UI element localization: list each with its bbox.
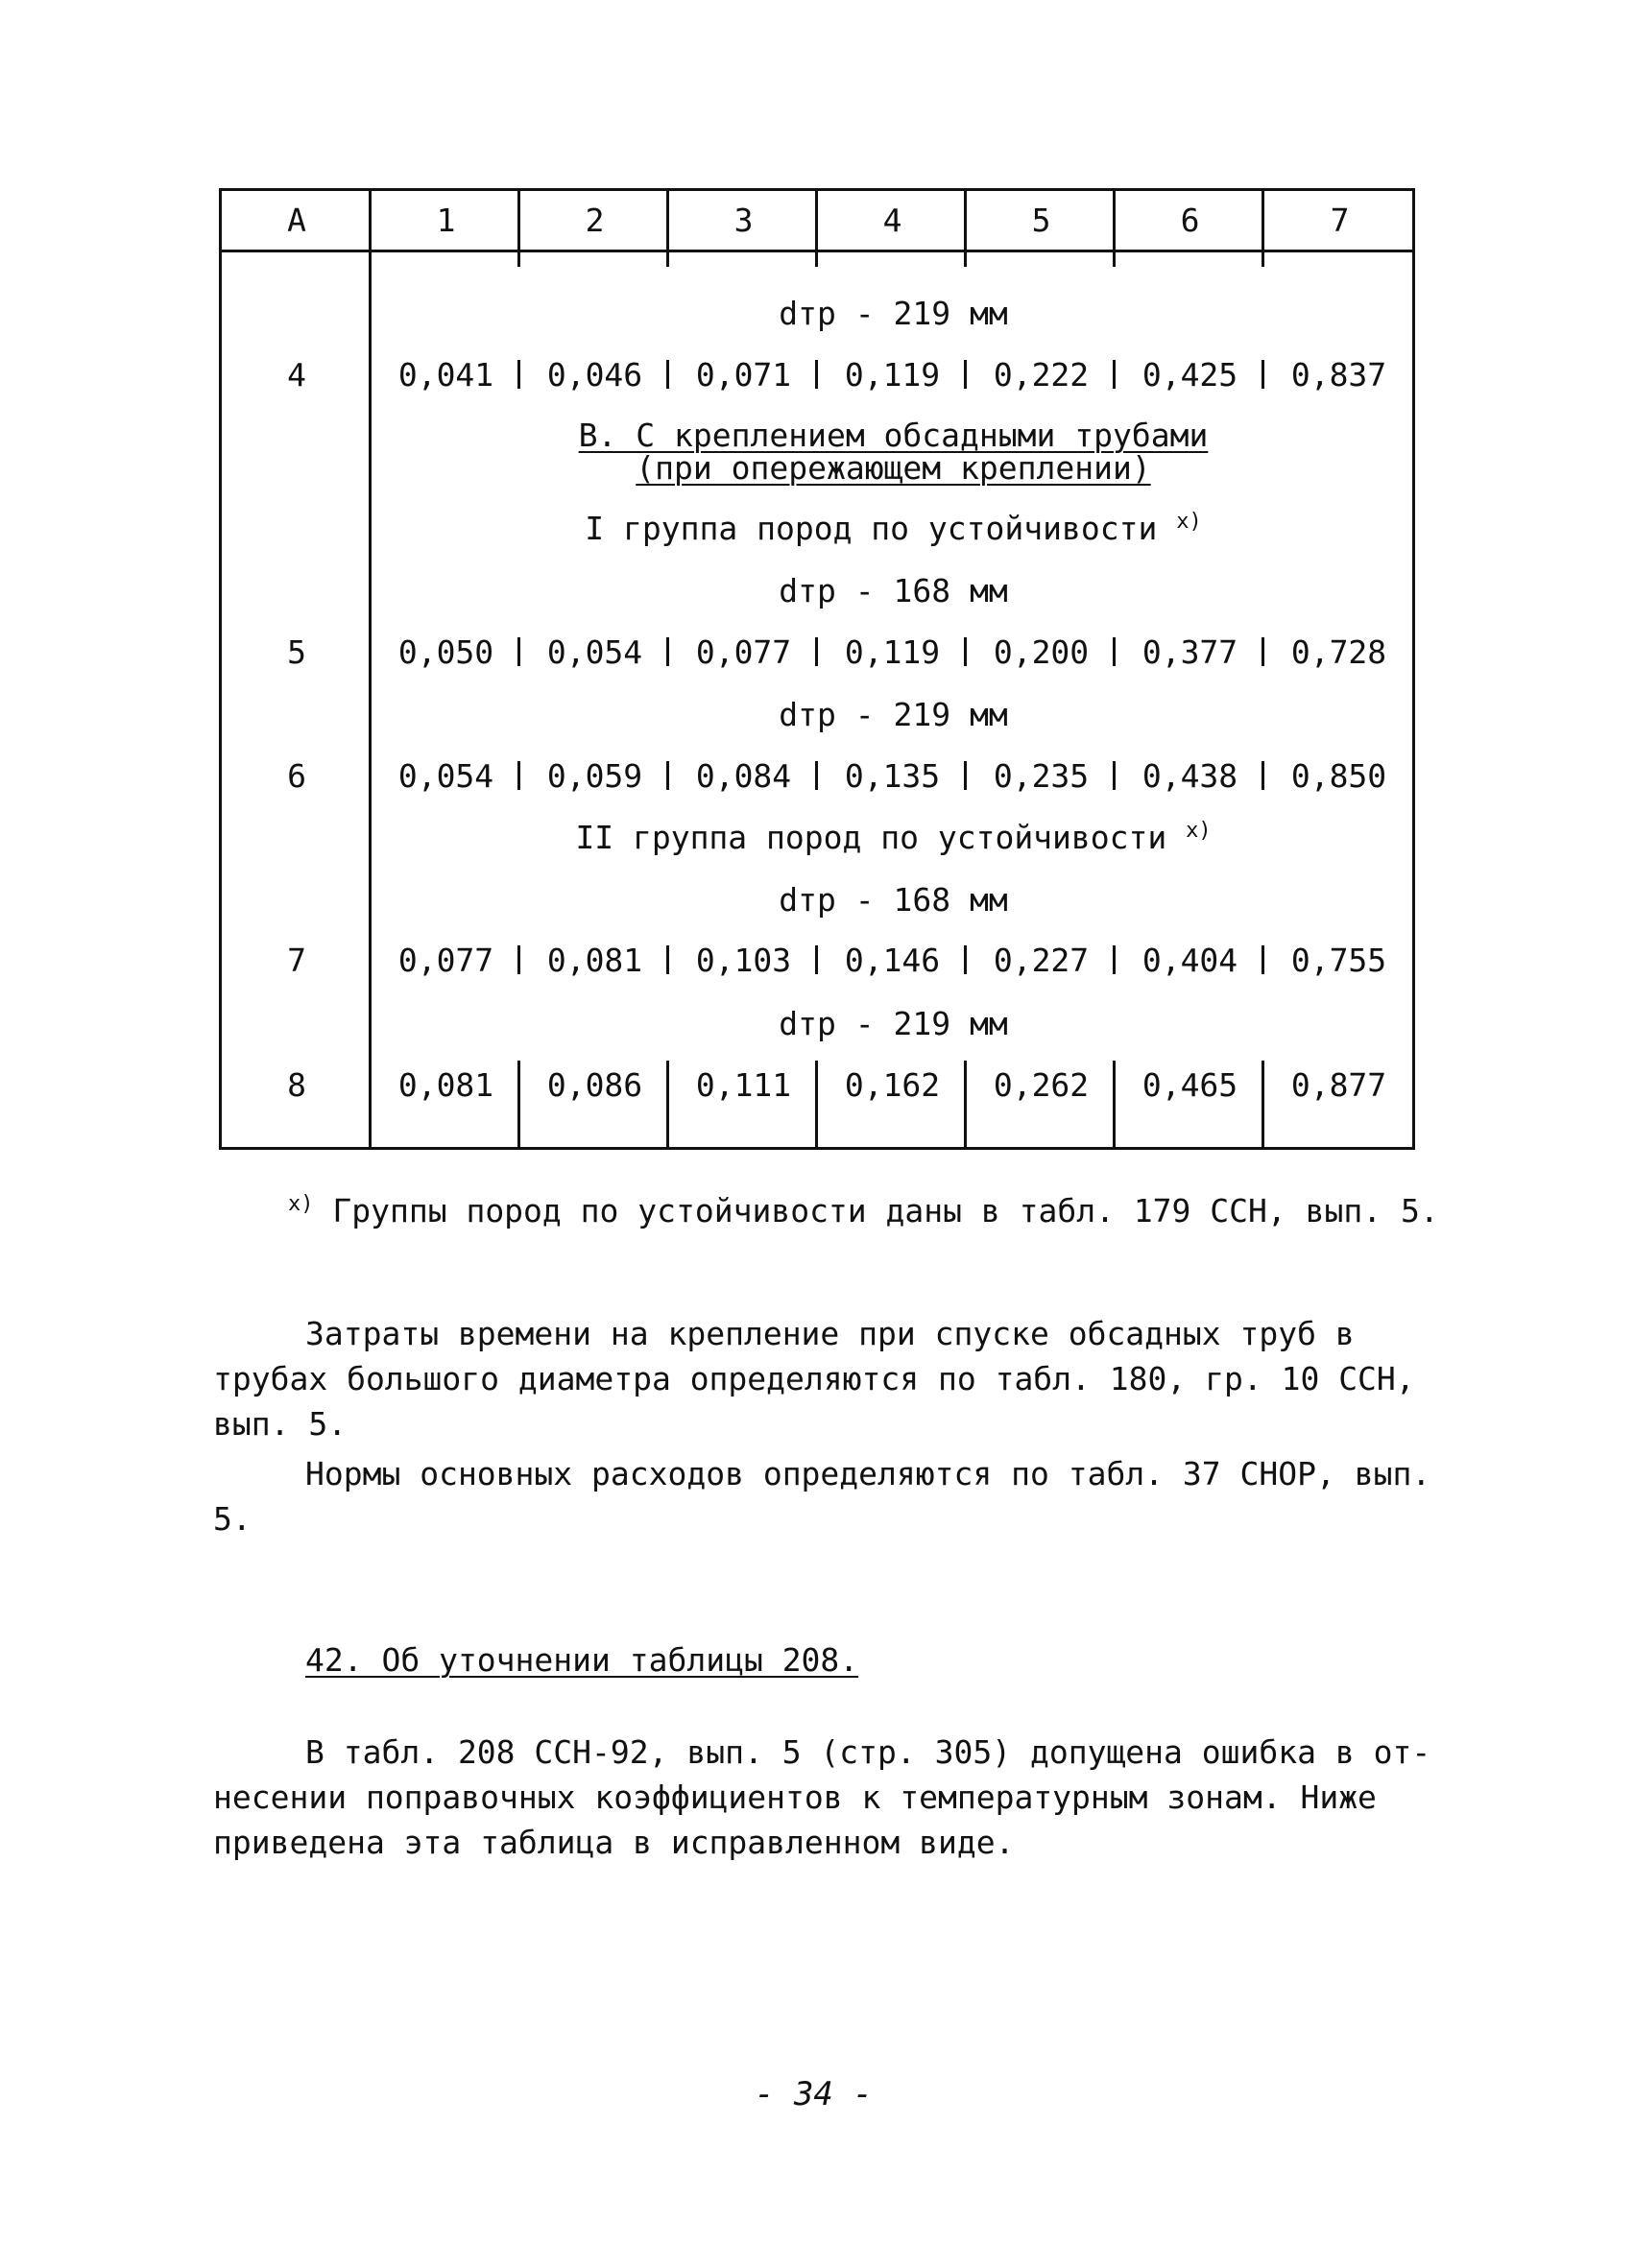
value-cell: 0,227 [993, 942, 1090, 979]
value-cell: 0,084 [695, 757, 792, 795]
value-cell: 0,837 [1290, 356, 1387, 394]
value-cell: 0,877 [1290, 1066, 1387, 1104]
header-tick [815, 250, 818, 267]
header-cell-2: 2 [585, 202, 605, 239]
value-cell: 0,111 [695, 1066, 792, 1104]
row-label-7: 7 [287, 942, 306, 979]
header-divider [964, 191, 967, 250]
footnote-mark: x) [1186, 819, 1212, 843]
footnote-text: Группы пород по устойчивости даны в табл. 179 ССН, вып. 5. [332, 1192, 1439, 1229]
header-cell-5: 5 [1031, 202, 1051, 239]
value-cell: 0,850 [1290, 757, 1387, 795]
column-divider [1262, 1061, 1264, 1150]
paragraph-table-208 [213, 1730, 1431, 1865]
value-cell: 0,755 [1290, 942, 1387, 979]
value-cell: 0,425 [1141, 356, 1238, 394]
value-cell: 0,081 [397, 1066, 494, 1104]
page-number: - 34 - [755, 2075, 873, 2113]
value-cell: 0,119 [844, 633, 941, 671]
section-b-title [372, 419, 1415, 485]
value-cell: 0,162 [844, 1066, 941, 1104]
value-cell: 0,222 [993, 356, 1090, 394]
group-1-label: I группа пород по устойчивости $^{x)}$ [585, 510, 1202, 547]
paragraph-line: вып. 5. [213, 1405, 348, 1443]
value-cell: 0,081 [546, 942, 643, 979]
header-divider [815, 191, 818, 250]
value-cell: 0,465 [1141, 1066, 1238, 1104]
header-divider [1262, 191, 1264, 250]
column-divider [666, 1061, 669, 1150]
value-cell: 0,135 [844, 757, 941, 795]
header-tick [517, 250, 520, 267]
value-cell: 0,071 [695, 356, 792, 394]
value-cell: 0,046 [546, 356, 643, 394]
row-label-4: 4 [287, 356, 306, 394]
footnote-mark: x) [1176, 510, 1202, 534]
diameter-label: dтр - 219 мм [779, 1005, 1008, 1042]
column-divider [964, 1061, 967, 1150]
header-divider [666, 191, 669, 250]
row-label-5: 5 [287, 633, 306, 671]
header-cell-6: 6 [1180, 202, 1200, 239]
paragraph-line: В табл. 208 ССН-92, вып. 5 (стр. 305) допущена ошибка в от- [305, 1733, 1431, 1771]
row-label-6: 6 [287, 757, 306, 795]
table-footnote [288, 1192, 1439, 1229]
value-cell: 0,404 [1141, 942, 1238, 979]
value-cell: 0,119 [844, 356, 941, 394]
value-cell: 0,103 [695, 942, 792, 979]
paragraph-line: Нормы основных расходов определяются по табл. 37 СНОР, вып. [305, 1455, 1431, 1492]
paragraph-norms [213, 1451, 1431, 1541]
diameter-label: dтр - 168 мм [779, 572, 1008, 609]
paragraph-line: приведена эта таблица в исправленном виде. [213, 1824, 1015, 1861]
paragraph-line: 5. [213, 1500, 252, 1538]
column-divider [517, 1061, 520, 1150]
value-cell: 0,235 [993, 757, 1090, 795]
paragraph-line: трубах большого диаметра определяются по табл. 180, гр. 10 ССН, [213, 1360, 1415, 1397]
group-2-label: II группа пород по устойчивости $^{x)}$ [575, 819, 1212, 856]
section-b-line2: (при опережающем креплении) [636, 449, 1151, 487]
header-divider [517, 191, 520, 250]
header-tick [964, 250, 967, 267]
header-cell-7: 7 [1330, 202, 1350, 239]
value-cell: 0,146 [844, 942, 941, 979]
value-cell: 0,054 [397, 757, 494, 795]
data-table [219, 188, 1415, 1150]
header-cell-a: А [287, 202, 306, 239]
value-cell: 0,059 [546, 757, 643, 795]
header-cell-3: 3 [733, 202, 754, 239]
value-cell: 0,077 [695, 633, 792, 671]
header-cell-4: 4 [882, 202, 902, 239]
value-cell: 0,041 [397, 356, 494, 394]
header-cell-1: 1 [436, 202, 456, 239]
value-cell: 0,438 [1141, 757, 1238, 795]
value-cell: 0,086 [546, 1066, 643, 1104]
paragraph-line: Затраты времени на крепление при спуске обсадных труб в [305, 1315, 1355, 1352]
footnote-mark: x) [288, 1192, 314, 1216]
value-cell: 0,054 [546, 633, 643, 671]
header-divider [1113, 191, 1116, 250]
value-cell: 0,377 [1141, 633, 1238, 671]
value-cell: 0,728 [1290, 633, 1387, 671]
header-tick [1113, 250, 1116, 267]
column-divider [815, 1061, 818, 1150]
value-cell: 0,262 [993, 1066, 1090, 1104]
diameter-label: dтр - 219 мм [779, 295, 1008, 332]
paragraph-line: несении поправочных коэффициентов к температурным зонам. Ниже [213, 1779, 1377, 1816]
value-cell: 0,200 [993, 633, 1090, 671]
value-cell: 0,077 [397, 942, 494, 979]
diameter-label: dтр - 168 мм [779, 881, 1008, 919]
header-tick [666, 250, 669, 267]
value-cell: 0,050 [397, 633, 494, 671]
diameter-label: dтр - 219 мм [779, 696, 1008, 733]
section-heading: 42. Об уточнении таблицы 208. [305, 1641, 859, 1679]
row-label-8: 8 [287, 1066, 306, 1104]
header-tick [1262, 250, 1264, 267]
column-divider [1113, 1061, 1116, 1150]
section-b-line1: В. С креплением обсадными трубами [578, 417, 1209, 454]
paragraph-casing-time [213, 1311, 1419, 1446]
